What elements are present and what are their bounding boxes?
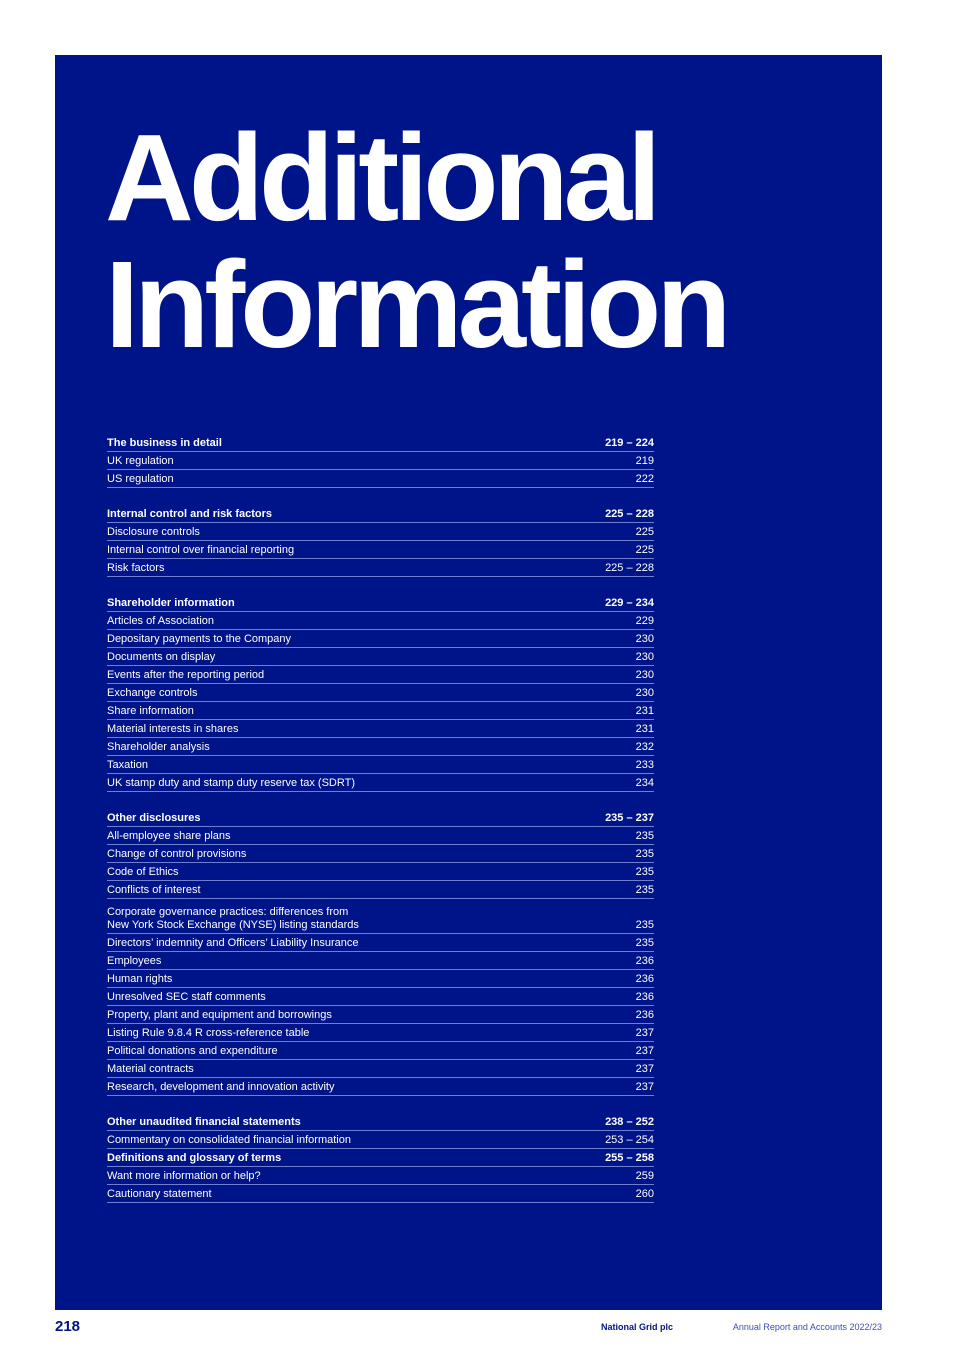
report-name: Annual Report and Accounts 2022/23 bbox=[732, 1322, 882, 1332]
page-reference: 259 bbox=[635, 1170, 654, 1182]
page-reference: 237 bbox=[635, 1063, 654, 1075]
page-reference: 235 bbox=[635, 830, 654, 842]
toc-entry[interactable] bbox=[107, 702, 654, 720]
toc-section-heading[interactable] bbox=[107, 505, 654, 523]
page-reference: 255 – 258 bbox=[605, 1152, 654, 1164]
toc-entry[interactable] bbox=[107, 756, 654, 774]
entry-title: Definitions and glossary of terms bbox=[107, 1152, 282, 1164]
toc-entry[interactable] bbox=[107, 1131, 654, 1149]
entry-title: Political donations and expenditure bbox=[107, 1045, 278, 1057]
toc-section-heading[interactable] bbox=[107, 594, 654, 612]
page-reference: 230 bbox=[635, 669, 654, 681]
entry-title: Commentary on consolidated financial information bbox=[107, 1134, 351, 1146]
toc-entry[interactable] bbox=[107, 863, 654, 881]
toc-entry[interactable] bbox=[107, 738, 654, 756]
page-reference: 235 bbox=[635, 848, 654, 860]
entry-title: Internal control over financial reporting bbox=[107, 544, 295, 556]
entry-title: Depositary payments to the Company bbox=[107, 633, 292, 645]
page-reference: 235 – 237 bbox=[605, 812, 654, 824]
section-title: The business in detail bbox=[107, 437, 222, 449]
page-reference: 236 bbox=[635, 955, 654, 967]
toc-section-heading[interactable] bbox=[107, 809, 654, 827]
toc-entry[interactable] bbox=[107, 666, 654, 684]
entry-title: Documents on display bbox=[107, 651, 216, 663]
page-reference: 225 bbox=[635, 526, 654, 538]
section-title: Internal control and risk factors bbox=[107, 508, 273, 520]
toc-entry[interactable] bbox=[107, 1042, 654, 1060]
toc-entry[interactable] bbox=[107, 934, 654, 952]
page-reference: 253 – 254 bbox=[605, 1134, 654, 1146]
toc-entry[interactable] bbox=[107, 1185, 654, 1203]
toc-entry[interactable] bbox=[107, 881, 654, 899]
entry-title: Directors’ indemnity and Officers’ Liability Insurance bbox=[107, 937, 359, 949]
toc-entry[interactable] bbox=[107, 1024, 654, 1042]
entry-title: Change of control provisions bbox=[107, 848, 247, 860]
section-title: Other unaudited financial statements bbox=[107, 1116, 301, 1128]
entry-title: Shareholder analysis bbox=[107, 741, 210, 753]
toc-entry[interactable] bbox=[107, 1078, 654, 1096]
page-title bbox=[105, 110, 727, 374]
entry-title: Property, plant and equipment and borrowings bbox=[107, 1009, 332, 1021]
page-reference: 237 bbox=[635, 1081, 654, 1093]
page-reference: 237 bbox=[635, 1027, 654, 1039]
page-reference: 225 bbox=[635, 544, 654, 556]
toc-section-heading[interactable] bbox=[107, 1113, 654, 1131]
toc-entry[interactable] bbox=[107, 988, 654, 1006]
entry-title: Articles of Association bbox=[107, 615, 214, 627]
entry-title: Material contracts bbox=[107, 1063, 194, 1075]
page-reference: 230 bbox=[635, 687, 654, 699]
page-reference: 225 – 228 bbox=[605, 562, 654, 574]
page-reference: 232 bbox=[635, 741, 654, 753]
toc-entry[interactable] bbox=[107, 684, 654, 702]
entry-title: Research, development and innovation activity bbox=[107, 1081, 335, 1093]
toc-entry[interactable] bbox=[107, 1167, 654, 1185]
company-name: National Grid plc bbox=[601, 1322, 674, 1332]
toc-entry[interactable] bbox=[107, 1006, 654, 1024]
section-title: Other disclosures bbox=[107, 812, 201, 824]
entry-title: Unresolved SEC staff comments bbox=[107, 991, 266, 1003]
entry-title: Conflicts of interest bbox=[107, 884, 201, 896]
page-reference: 230 bbox=[635, 651, 654, 663]
title-line-2: Information bbox=[105, 237, 727, 374]
section-spacer bbox=[107, 577, 654, 594]
page-reference: 235 bbox=[635, 884, 654, 896]
section-spacer bbox=[107, 792, 654, 809]
toc-entry[interactable] bbox=[107, 827, 654, 845]
page-reference: 233 bbox=[635, 759, 654, 771]
entry-title: Taxation bbox=[107, 759, 148, 771]
section-spacer bbox=[107, 1096, 654, 1113]
toc-entry[interactable] bbox=[107, 648, 654, 666]
page-reference: 229 bbox=[635, 615, 654, 627]
toc-entry[interactable] bbox=[107, 720, 654, 738]
section-spacer bbox=[107, 488, 654, 505]
table-of-contents bbox=[107, 434, 654, 1203]
entry-title: Disclosure controls bbox=[107, 526, 200, 538]
title-line-1: Additional bbox=[105, 110, 657, 247]
toc-entry[interactable] bbox=[107, 452, 654, 470]
entry-title: All-employee share plans bbox=[107, 830, 231, 842]
page-number: 218 bbox=[55, 1318, 81, 1335]
page-reference: 219 – 224 bbox=[605, 437, 654, 449]
entry-title: Events after the reporting period bbox=[107, 669, 265, 681]
page-reference: 230 bbox=[635, 633, 654, 645]
page-reference: 231 bbox=[635, 723, 654, 735]
page-reference: 236 bbox=[635, 991, 654, 1003]
entry-title: Want more information or help? bbox=[107, 1170, 261, 1182]
toc-entry[interactable] bbox=[107, 470, 654, 488]
page-reference: 231 bbox=[635, 705, 654, 717]
page-reference: 238 – 252 bbox=[605, 1116, 654, 1128]
entry-title: UK stamp duty and stamp duty reserve tax (SDRT) bbox=[107, 777, 355, 789]
toc-entry[interactable] bbox=[107, 1060, 654, 1078]
page-reference: 222 bbox=[635, 473, 654, 485]
toc-entry[interactable] bbox=[107, 630, 654, 648]
toc-entry[interactable] bbox=[107, 952, 654, 970]
toc-entry[interactable] bbox=[107, 774, 654, 792]
toc-entry[interactable] bbox=[107, 970, 654, 988]
page-reference: 260 bbox=[635, 1188, 654, 1200]
entry-title: Cautionary statement bbox=[107, 1188, 212, 1200]
section-title: Shareholder information bbox=[107, 597, 235, 609]
page-reference: 236 bbox=[635, 973, 654, 985]
toc-entry[interactable] bbox=[107, 1149, 654, 1167]
page-footer bbox=[55, 1318, 882, 1338]
entry-title: Material interests in shares bbox=[107, 723, 239, 735]
page-reference: 235 bbox=[635, 919, 654, 931]
toc-entry[interactable] bbox=[107, 523, 654, 541]
toc-section-heading[interactable] bbox=[107, 434, 654, 452]
page-reference: 235 bbox=[635, 937, 654, 949]
entry-title: Human rights bbox=[107, 973, 173, 985]
page-reference: 225 – 228 bbox=[605, 508, 654, 520]
page-reference: 219 bbox=[635, 455, 654, 467]
entry-title: Listing Rule 9.8.4 R cross-reference table bbox=[107, 1027, 310, 1039]
entry-title: US regulation bbox=[107, 473, 174, 485]
toc-entry[interactable] bbox=[107, 559, 654, 577]
page-reference: 234 bbox=[635, 777, 654, 789]
entry-title: Risk factors bbox=[107, 562, 165, 574]
entry-title: Exchange controls bbox=[107, 687, 198, 699]
page-reference: 236 bbox=[635, 1009, 654, 1021]
entry-title: Employees bbox=[107, 955, 162, 967]
entry-title: Corporate governance practices: differences from New York Stock Exchange (NYSE) listing standards bbox=[107, 906, 359, 931]
toc-entry[interactable] bbox=[107, 541, 654, 559]
toc-entry[interactable] bbox=[107, 612, 654, 630]
toc-entry[interactable] bbox=[107, 845, 654, 863]
entry-title: Code of Ethics bbox=[107, 866, 179, 878]
page-reference: 229 – 234 bbox=[605, 597, 654, 609]
toc-entry[interactable] bbox=[107, 899, 654, 934]
page-reference: 235 bbox=[635, 866, 654, 878]
page-reference: 237 bbox=[635, 1045, 654, 1057]
entry-title: Share information bbox=[107, 705, 194, 717]
entry-title: UK regulation bbox=[107, 455, 174, 467]
